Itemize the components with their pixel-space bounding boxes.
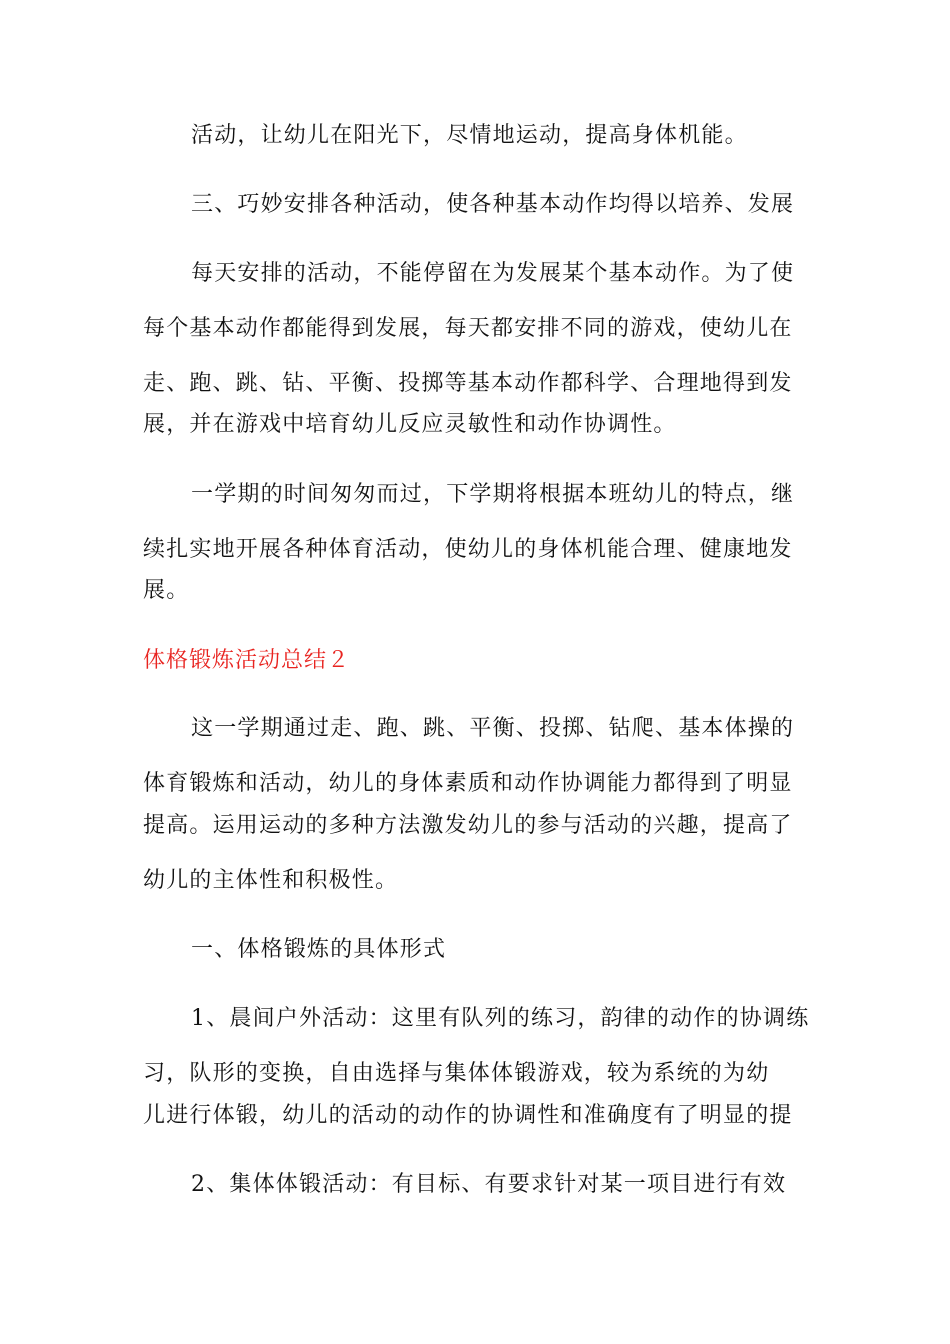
paragraph-line: 活动，让幼儿在阳光下，尽情地运动，提高身体机能。 (191, 123, 748, 148)
paragraph-line: 一学期的时间匆匆而过，下学期将根据本班幼儿的特点，继 (191, 482, 795, 507)
paragraph-line: 1、晨间户外活动：这里有队列的练习，韵律的动作的协调练 (191, 1006, 810, 1031)
paragraph-line: 习，队形的变换，自由选择与集体体锻游戏，较为系统的为幼 (143, 1061, 770, 1086)
paragraph-line: 每个基本动作都能得到发展，每天都安排不同的游戏，使幼儿在 (143, 316, 793, 341)
section-heading-3: 三、巧妙安排各种活动，使各种基本动作均得以培养、发展 (191, 192, 795, 217)
paragraph-line: 走、跑、跳、钻、平衡、投掷等基本动作都科学、合理地得到发 (143, 371, 793, 396)
paragraph-line: 这一学期通过走、跑、跳、平衡、投掷、钻爬、基本体操的 (191, 716, 795, 741)
section-title: 体格锻炼活动总结２ (143, 648, 351, 673)
paragraph-line: 2、集体体锻活动：有目标、有要求针对某一项目进行有效 (191, 1172, 787, 1197)
paragraph-line: 展，并在游戏中培育幼儿反应灵敏性和动作协调性。 (143, 412, 677, 437)
paragraph-line: 儿进行体锻，幼儿的活动的动作的协调性和准确度有了明显的提 (143, 1103, 793, 1128)
paragraph-line: 提高。运用运动的多种方法激发幼儿的参与活动的兴趣，提高了 (143, 813, 793, 838)
paragraph-line: 续扎实地开展各种体育活动，使幼儿的身体机能合理、健康地发 (143, 537, 793, 562)
paragraph-line: 每天安排的活动，不能停留在为发展某个基本动作。为了使 (191, 261, 795, 286)
paragraph-line: 体育锻炼和活动，幼儿的身体素质和动作协调能力都得到了明显 (143, 771, 793, 796)
paragraph-line: 展。 (143, 578, 190, 603)
paragraph-line: 幼儿的主体性和积极性。 (143, 868, 399, 893)
subsection-heading-1: 一、体格锻炼的具体形式 (191, 937, 447, 962)
